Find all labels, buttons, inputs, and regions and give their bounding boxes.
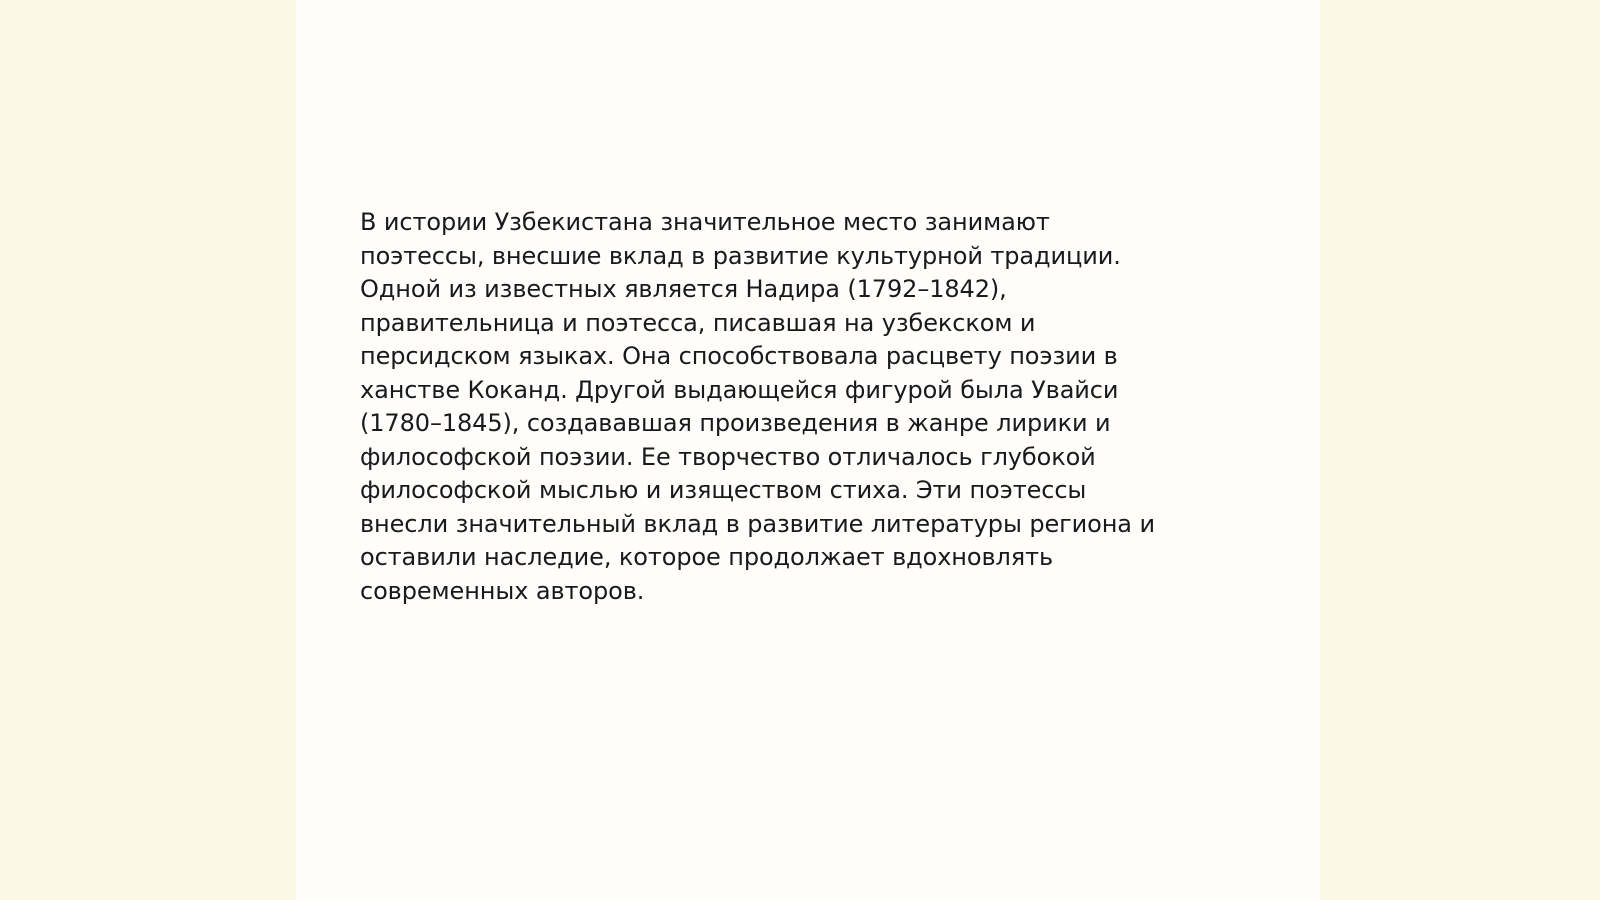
- paragraph-line: правительница и поэтесса, писавшая на узбекском и: [360, 308, 1036, 337]
- paragraph-line: философской мыслью и изяществом стиха. Эти поэтессы: [360, 476, 1087, 504]
- paragraph-line: персидском языках. Она способствовала расцвету поэзии в: [360, 342, 1118, 370]
- paragraph-line: Одной из известных является Надира (1792–1842),: [360, 275, 1007, 303]
- paragraph-line: оставили наследие, которое продолжает вдохновлять: [360, 543, 1054, 571]
- paragraph-line: (1780–1845), создававшая произведения в жанре лирики и: [360, 409, 1111, 437]
- paragraph-line: ханстве Коканд. Другой выдающейся фигурой была Увайси: [360, 375, 1119, 404]
- body-paragraph: [360, 206, 1240, 608]
- paragraph-line: В истории Узбекистана значительное место занимают: [360, 208, 1050, 236]
- paragraph-line: философской поэзии. Ее творчество отличалось глубокой: [360, 442, 1096, 471]
- document-page: [296, 0, 1320, 900]
- paragraph-line: поэтессы, внесшие вклад в развитие культурной традиции.: [360, 241, 1121, 270]
- paragraph-line: внесли значительный вклад в развитие литературы региона и: [360, 509, 1155, 538]
- paragraph-line: современных авторов.: [360, 576, 645, 605]
